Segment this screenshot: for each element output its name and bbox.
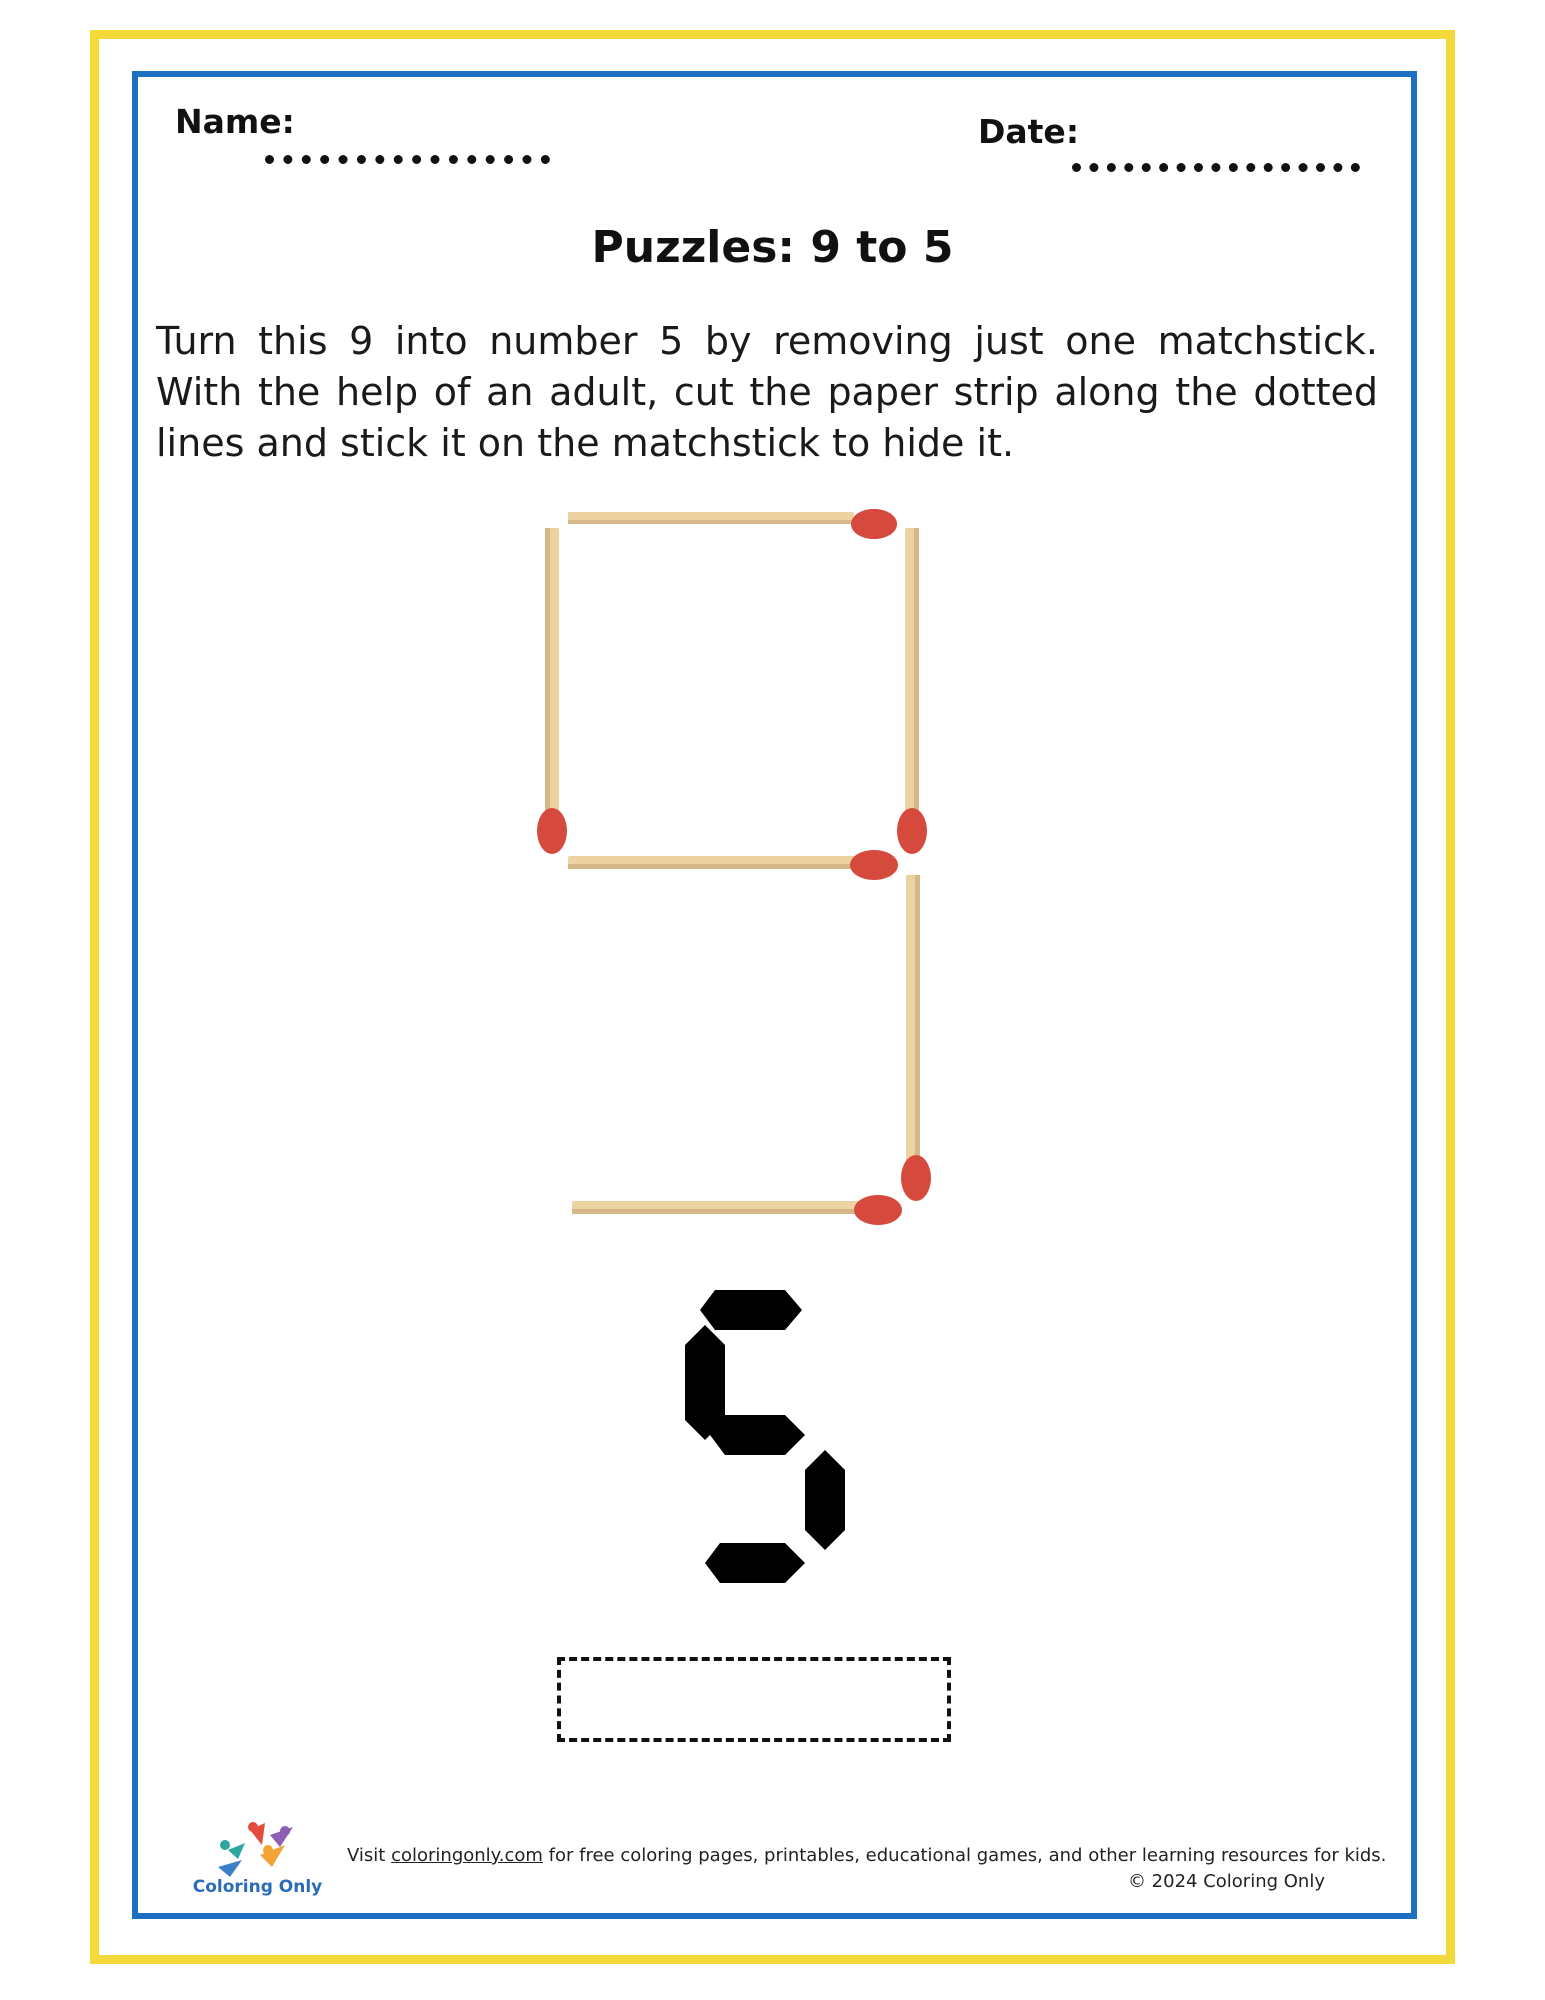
footer-visit-prefix: Visit — [347, 1845, 386, 1866]
instructions-text: Turn this 9 into number 5 by removing just one matchstick. With the help of an adult, cut the paper strip along the dotted lines and stick it on the matchstick to hide it. — [156, 319, 1378, 465]
matchstick-upper-left — [537, 528, 567, 854]
matchstick-top — [568, 509, 897, 539]
matchstick-lower-right — [901, 875, 931, 1201]
date-label: Date: — [978, 112, 1080, 151]
segment-middle — [710, 1415, 805, 1455]
footer-copyright: © 2024 Coloring Only — [1127, 1871, 1325, 1892]
matchstick-nine-illustration — [520, 498, 940, 1258]
matchstick-bottom — [572, 1195, 902, 1225]
worksheet-title: Puzzles: 9 to 5 — [591, 222, 954, 273]
segment-lower-right — [805, 1450, 845, 1550]
seven-segment-five-icon — [680, 1285, 850, 1590]
segment-top — [700, 1290, 802, 1330]
segment-upper-left — [685, 1325, 725, 1440]
footer-visit-text — [347, 1845, 1386, 1866]
matchstick-middle — [568, 850, 898, 880]
name-label: Name: — [175, 102, 295, 141]
name-write-line[interactable] — [265, 155, 550, 164]
cut-out-paper-strip[interactable] — [557, 1657, 951, 1742]
date-write-line[interactable] — [1072, 163, 1360, 172]
matchstick-upper-right — [897, 528, 927, 854]
footer-site-link[interactable]: coloringonly.com — [391, 1845, 543, 1866]
segment-bottom — [705, 1543, 805, 1583]
logo-text: Coloring Only — [192, 1877, 323, 1897]
footer-visit-suffix: for free coloring pages, printables, educational games, and other learning resources for kids. — [548, 1845, 1387, 1866]
